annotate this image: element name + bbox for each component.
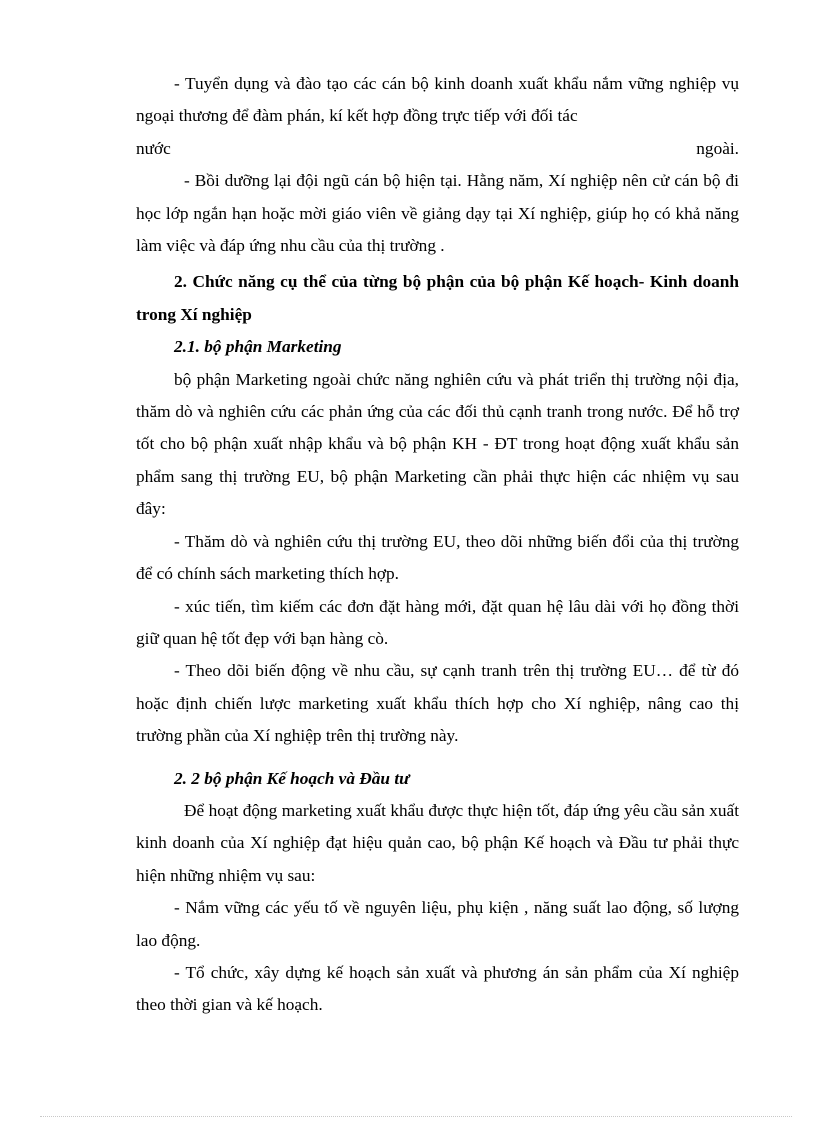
list-item: - Nắm vững các yếu tố về nguyên liệu, phụ kiện , năng suất lao động, số lượng lao động. — [136, 898, 739, 950]
subsection-title-marketing: 2.1. bộ phận Marketing — [174, 337, 342, 357]
page-bottom-divider — [40, 1116, 792, 1117]
paragraph-recruitment-end — [136, 133, 739, 165]
section-heading: 2. Chức năng cụ thể của từng bộ phận của bộ phận Kế hoạch- Kinh doanh trong Xí nghiệp — [136, 272, 739, 324]
paragraph-planning-intro: Để hoạt động marketing xuất khẩu được thực hiện tốt, đáp ứng yêu cầu sản xuất kinh doanh của Xí nghiệp đạt hiệu quản cao, bộ phận Kế hoạch và Đầu tư phải thực hiện những nhiệm vụ sau: — [136, 800, 739, 885]
list-item: - Thăm dò và nghiên cứu thị trường EU, theo dõi những biến đổi của thị trường để có chính sách marketing thích hợp. — [136, 531, 739, 584]
list-item: - Theo dõi biến động về nhu cầu, sự cạnh tranh trên thị trường EU… để từ đó hoặc định chiến lược marketing xuất khẩu thích hợp cho Xí nghiệp, nâng cao thị trường phần của Xí nghiệp trên thị trường này. — [136, 661, 739, 746]
paragraph-training: - Bồi dưỡng lại đội ngũ cán bộ hiện tại. Hằng năm, Xí nghiệp nên cử cán bộ đi học lớp ngắn hạn hoặc mời giáo viên về giảng dạy tại Xí nghiệp, giúp họ có khả năng làm việc và đáp ứng nhu cầu của thị trường . — [136, 171, 739, 256]
paragraph-marketing-intro: bộ phận Marketing ngoài chức năng nghiên cứu và phát triển thị trường nội địa, thăm dò và nghiên cứu các phản ứng của các đối thủ cạnh tranh trong nước. Để hỗ trợ tốt cho bộ phận xuất nhập khẩu và bộ phận KH - ĐT trong hoạt động xuất khẩu sản phẩm sang thị trường EU, bộ phận Marketing cần phải thực hiện các nhiệm vụ sau đây: — [136, 369, 739, 519]
paragraph-recruitment: - Tuyển dụng và đào tạo các cán bộ kinh doanh xuất khẩu nắm vững nghiệp vụ ngoại thương để đàm phán, kí kết hợp đồng trực tiếp với đối tác — [136, 74, 739, 126]
list-item: - xúc tiến, tìm kiếm các đơn đặt hàng mới, đặt quan hệ lâu dài với họ đồng thời giữ quan hệ tốt đẹp với bạn hàng cò. — [136, 596, 739, 648]
word-nuoc: nước — [136, 138, 171, 158]
subsection-title-planning: 2. 2 bộ phận Kế hoạch và Đầu tư — [174, 768, 410, 788]
document-page — [136, 68, 739, 1022]
word-ngoai: ngoài. — [696, 138, 739, 158]
list-item: - Tổ chức, xây dựng kế hoạch sản xuất và phương án sản phẩm của Xí nghiệp theo thời gian và kế hoạch. — [136, 962, 739, 1015]
